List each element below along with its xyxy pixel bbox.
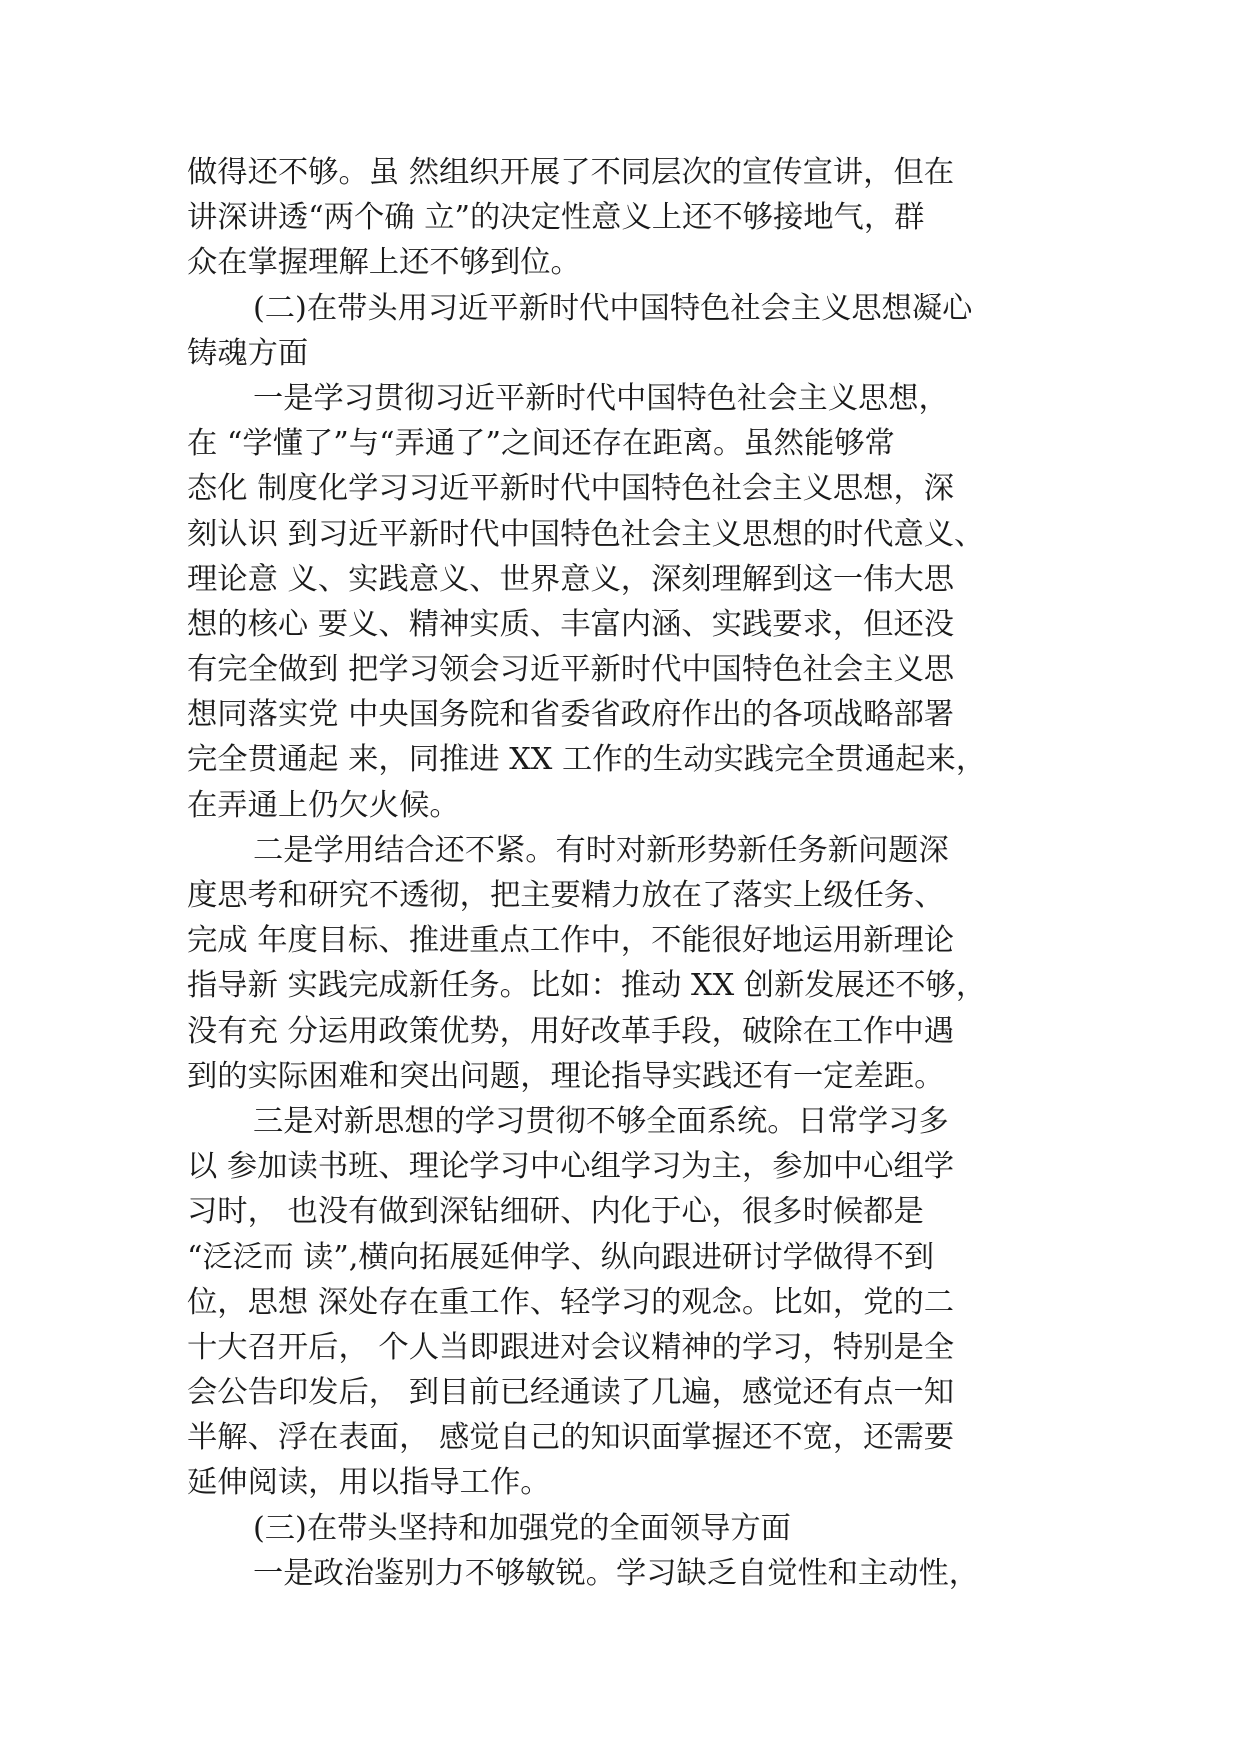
- text-line: 理论意 义、实践意义、世界意义，深刻理解到这一伟大思: [187, 561, 955, 597]
- text-line: 指导新 实践完成新任务。比如：推动 XX 创新发展还不够，: [187, 968, 987, 1004]
- text-line: 做得还不够。虽 然组织开展了不同层次的宣传宣讲，但在: [187, 155, 955, 190]
- body-text: [187, 150, 1087, 1596]
- text-line: 完成 年度目标、推进重点工作中，不能很好地运用新理论: [187, 923, 955, 959]
- text-line: 一是政治鉴别力不够敏锐。学习缺乏自觉性和主动性，: [253, 1555, 980, 1591]
- text-line: 铸魂方面: [187, 335, 309, 371]
- text-line: 会公告印发后， 到目前已经通读了几遍，感觉还有点一知: [187, 1375, 955, 1411]
- text-line: 位，思想 深处存在重工作、轻学习的观念。比如，党的二: [187, 1284, 955, 1320]
- text-line: 二是学用结合还不紧。有时对新形势新任务新问题深: [253, 832, 949, 868]
- text-line: 三是对新思想的学习贯彻不够全面系统。日常学习多: [253, 1103, 949, 1139]
- text-line: 十大召开后， 个人当即跟进对会议精神的学习，特别是全: [187, 1329, 955, 1365]
- text-line: 在弄通上仍欠火候。: [187, 787, 460, 823]
- text-line: 众在掌握理解上还不够到位。: [187, 245, 581, 281]
- text-line: (三)在带头坚持和加强党的全面领导方面: [253, 1510, 791, 1546]
- text-line: “泛泛而 读”,横向拓展延伸学、纵向跟进研讨学做得不到: [187, 1239, 935, 1275]
- text-line: 习时， 也没有做到深钻细研、内化于心，很多时候都是: [187, 1194, 924, 1230]
- text-line: 想同落实党 中央国务院和省委省政府作出的各项战略部署: [187, 697, 955, 733]
- text-line: 在 “学懂了”与“弄通了”之间还存在距离。虽然能够常: [187, 426, 895, 462]
- text-line: 以 参加读书班、理论学习中心组学习为主，参加中心组学: [187, 1149, 955, 1185]
- text-line: 延伸阅读，用以指导工作。: [187, 1465, 551, 1501]
- text-line: 完全贯通起 来，同推进 XX 工作的生动实践完全贯通起来，: [187, 742, 987, 778]
- text-line: (二)在带头用习近平新时代中国特色社会主义思想凝心: [253, 290, 973, 326]
- text-line: 态化 制度化学习习近平新时代中国特色社会主义思想，深: [187, 471, 955, 507]
- text-line: 讲深讲透“两个确 立”的决定性意义上还不够接地气，群: [187, 200, 925, 236]
- text-line: 半解、浮在表面， 感觉自己的知识面掌握还不宽，还需要: [187, 1420, 955, 1456]
- text-line: 没有充 分运用政策优势，用好改革手段，破除在工作中遇: [187, 1013, 955, 1049]
- text-line: 一是学习贯彻习近平新时代中国特色社会主义思想，: [253, 380, 949, 416]
- text-line: 度思考和研究不透彻，把主要精力放在了落实上级任务、: [187, 878, 945, 913]
- text-line: 想的核心 要义、精神实质、丰富内涵、实践要求，但还没: [187, 606, 955, 642]
- text-line: 到的实际困难和突出问题，理论指导实践还有一定差距。: [187, 1058, 945, 1094]
- text-line: 刻认识 到习近平新时代中国特色社会主义思想的时代意义、: [187, 516, 985, 552]
- text-line: 有完全做到 把学习领会习近平新时代中国特色社会主义思: [187, 652, 955, 688]
